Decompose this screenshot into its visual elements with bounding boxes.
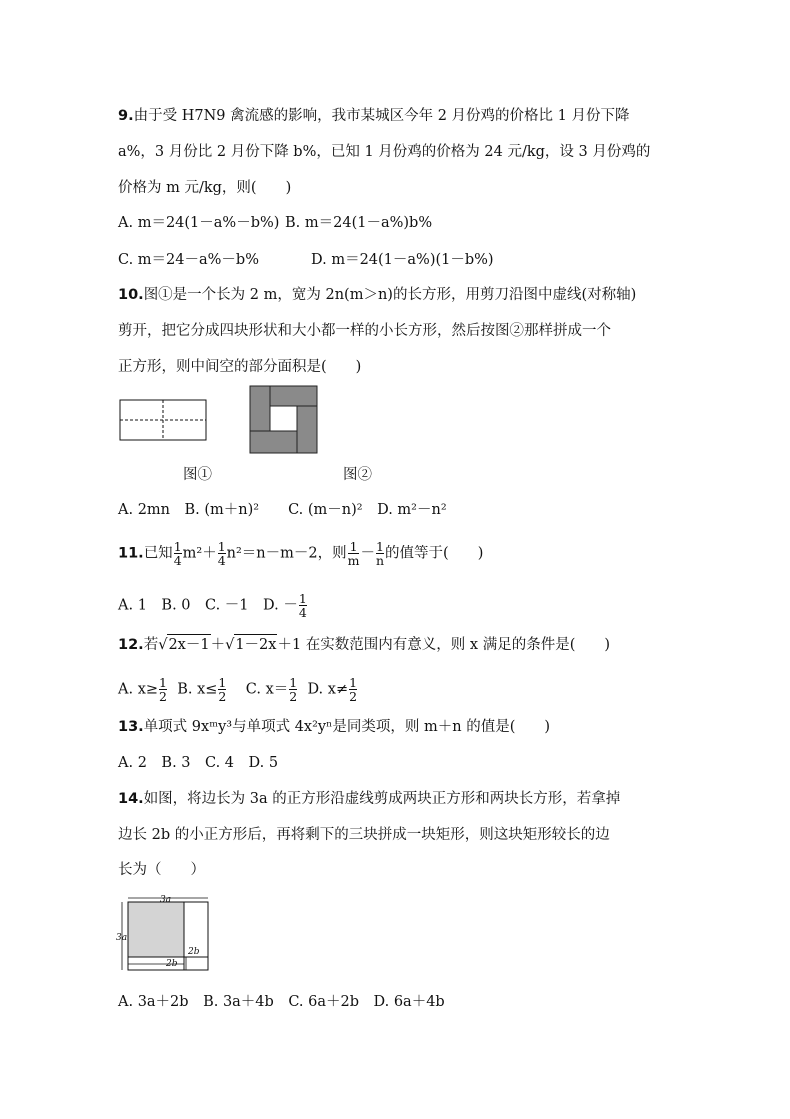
q10-line3: 正方形，则中间空的部分面积是( ) [118,359,362,375]
q10-line1: 10.图①是一个长为 2 m，宽为 2n(m＞n)的长方形，用剪刀沿图中虚线(对称轴) [118,287,637,303]
figure-2-square [248,384,320,456]
q9-option-d: D. m＝24(1－a%)(1－b%) [311,252,494,268]
q9-line1: 9.由于受 H7N9 禽流感的影响，我市某城区今年 2 月份鸡的价格比 1 月份下降 [118,108,630,124]
q14-square-figure [116,894,212,976]
q13-stem: 13.单项式 9xᵐy³与单项式 4x²yⁿ是同类项，则 m＋n 的值是( ) [118,719,551,735]
label-right-2b: 2b [188,947,200,957]
q9-option-b: B. m＝24(1－a%)b% [285,215,433,231]
label-left-3a: 3a [116,933,128,943]
q11-stem: 11.已知 $\frac{1}{4}$ m²＋ $\frac{1}{4}$ n²＝n－m－2，则 $\frac{1}{m}$ － $\frac{1}{n}$ 的值等于( ) [118,539,484,568]
q12-options: A. x≥ $\frac{1}{2}$ B. x≤ $\frac{1}{2}$ C. x＝ $\frac{1}{2}$ D. x≠ $\frac{1}{2}$ [118,675,358,704]
q9-option-c: C. m＝24－a%－b% [118,252,259,268]
q9-line2: a%，3 月份比 2 月份下降 b%，已知 1 月份鸡的价格为 24 元/kg，设 3 月份鸡的 [118,144,651,160]
q9-option-a: A. m＝24(1－a%－b%) [118,215,280,231]
q12-stem: 12.若√2x－1＋√1－2x＋1 在实数范围内有意义，则 x 满足的条件是( ) [118,634,610,655]
q13-options: A. 2 B. 3 C. 4 D. 5 [118,755,279,771]
figure-2-caption: 图② [343,467,372,483]
figure-1-rectangle [118,398,208,442]
q14-line1: 14.如图，将边长为 3a 的正方形沿虚线剪成两块正方形和两块长方形，若拿掉 [118,791,621,807]
q14-line2: 边长 2b 的小正方形后，再将剩下的三块拼成一块矩形，则这块矩形较长的边 [118,827,610,843]
q11-options: A. 1 B. 0 C. －1 D. － $\frac{1}{4}$ [118,591,307,620]
q10-options: A. 2mn B. (m＋n)² C. (m－n)² D. m²－n² [118,502,447,518]
q14-options: A. 3a＋2b B. 3a＋4b C. 6a＋2b D. 6a＋4b [118,994,445,1010]
q9-line3: 价格为 m 元/kg，则( ) [118,180,292,196]
figure-1-caption: 图① [183,467,212,483]
label-top-3a: 3a [160,895,172,905]
q10-line2: 剪开，把它分成四块形状和大小都一样的小长方形，然后按图②那样拼成一个 [118,323,611,339]
label-bottom-2b: 2b [166,959,178,969]
q14-line3: 长为（ ） [118,862,205,878]
